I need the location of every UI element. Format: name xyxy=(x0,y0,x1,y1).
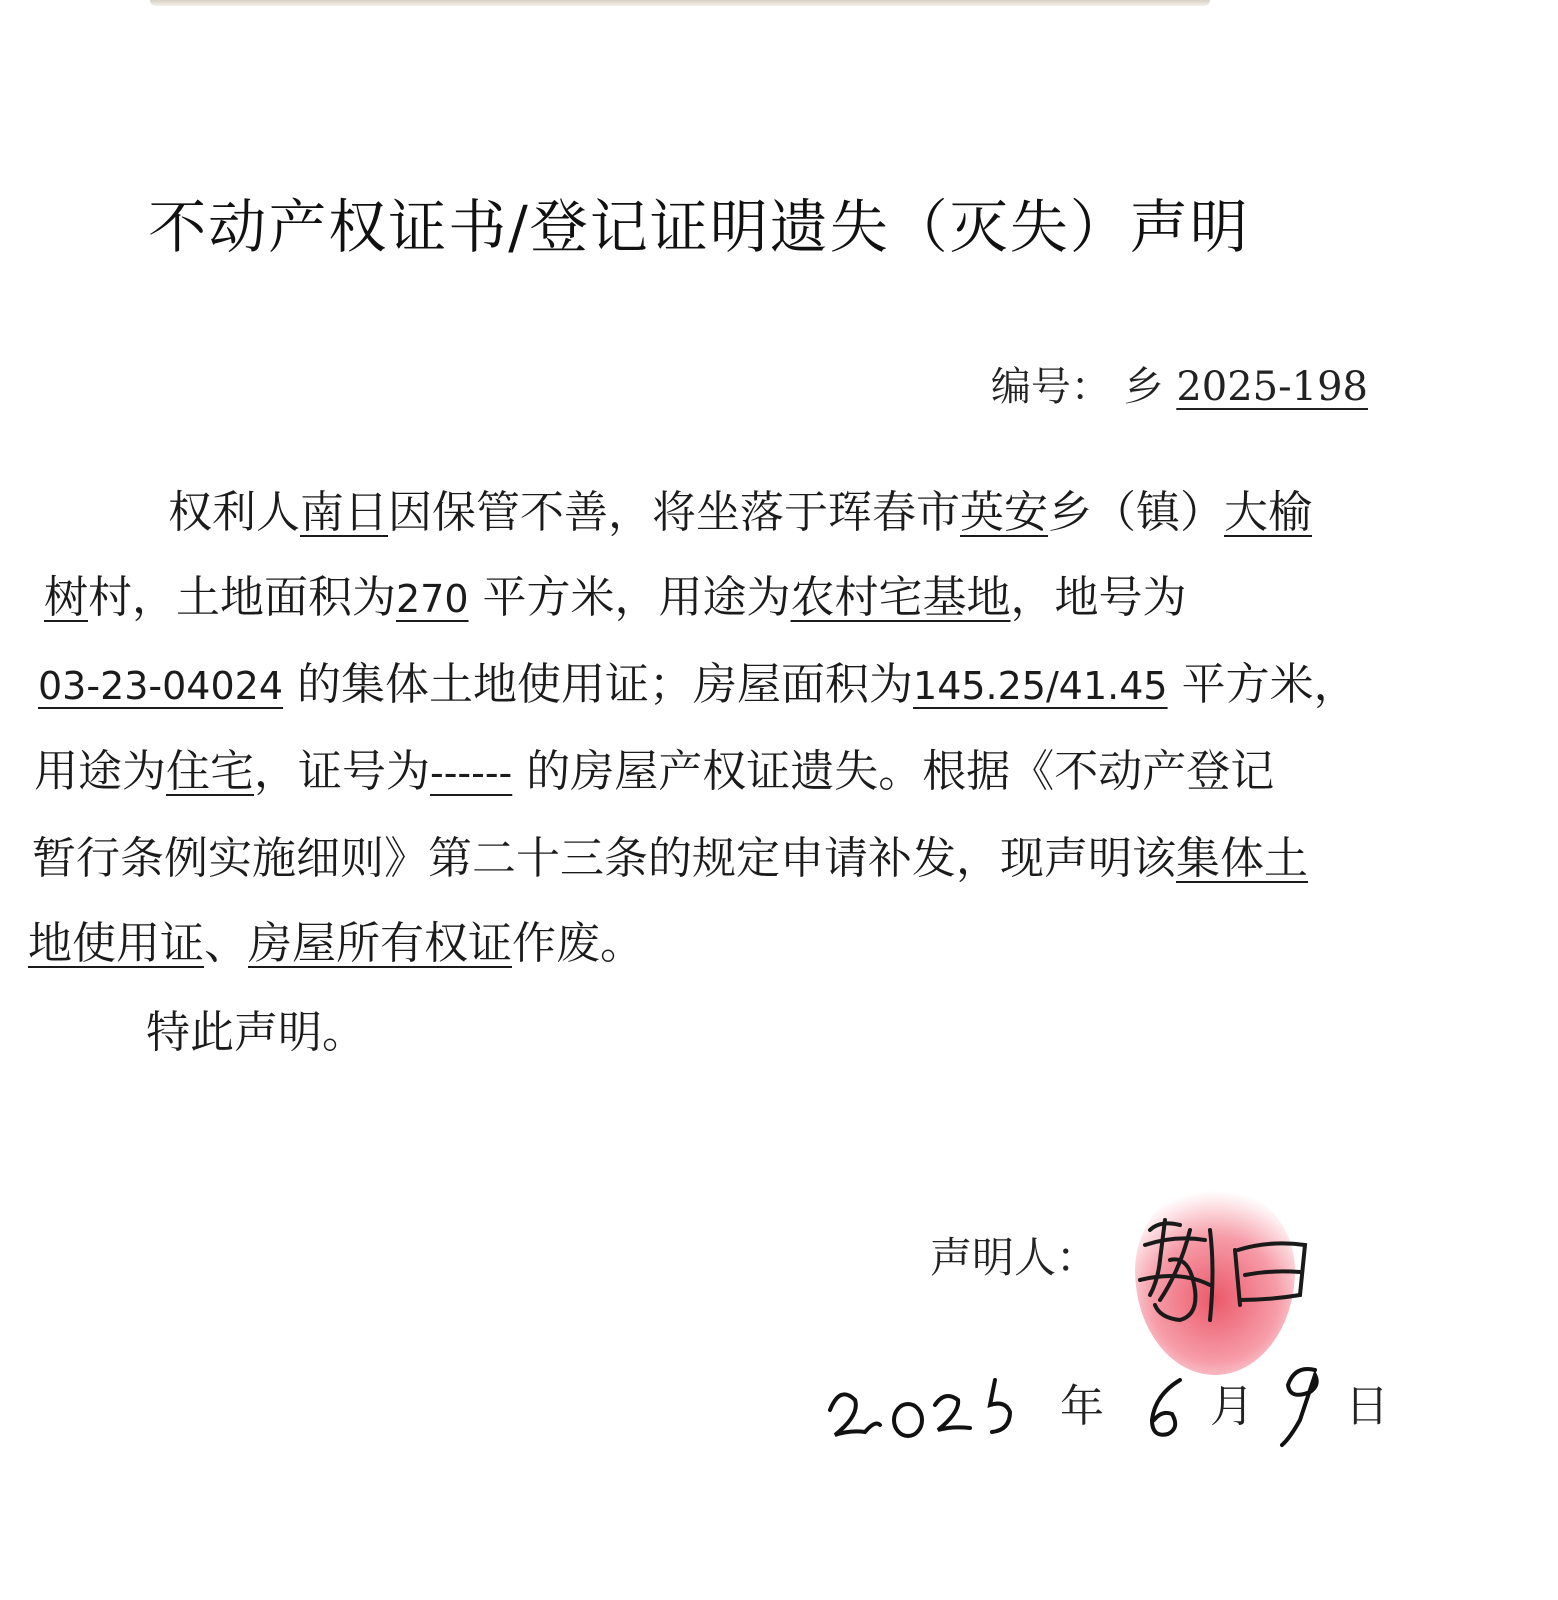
voided-cert-part1: 集体土 xyxy=(1176,833,1308,884)
text-segment: 的房屋产权证遗失。根据《不动产登记 xyxy=(526,746,1275,797)
township-name: 英安 xyxy=(960,487,1048,538)
land-area: 270 xyxy=(396,577,469,621)
body-line-3 xyxy=(28,642,1388,729)
text-segment: 暂行条例实施细则》第二十三条的规定申请补发，现声明该 xyxy=(32,833,1176,884)
voided-cert-house: 房屋所有权证 xyxy=(248,918,512,969)
text-segment: ，地号为 xyxy=(1010,572,1187,623)
village-name-part1: 大榆 xyxy=(1224,487,1312,538)
text-segment: 权利人 xyxy=(168,487,300,538)
text-segment: 作废。 xyxy=(512,918,644,969)
text-segment: 、 xyxy=(204,918,248,969)
year-label: 年 xyxy=(1060,1381,1104,1432)
declarant-label: 声明人： xyxy=(930,1233,1099,1282)
text-segment: 村，土地面积为 xyxy=(88,572,396,623)
serial-label: 编号： xyxy=(990,364,1111,410)
text-segment: 的集体土地使用证；房屋面积为 xyxy=(297,659,914,710)
serial-prefix: 乡 xyxy=(1123,364,1164,410)
house-use: 住宅 xyxy=(166,746,254,797)
handwritten-year xyxy=(820,1350,1030,1450)
village-name-part2: 树 xyxy=(44,572,88,623)
serial-number: 2025-198 xyxy=(1176,364,1368,410)
handwritten-signature xyxy=(1120,1200,1320,1340)
house-area: 145.25/41.45 xyxy=(913,664,1168,708)
text-segment: ，证号为 xyxy=(254,746,430,797)
document-title: 不动产权证书/登记证明遗失（灭失）声明 xyxy=(148,193,1250,261)
land-use: 农村宅基地 xyxy=(790,572,1011,623)
body-line-6 xyxy=(28,901,1388,986)
signature-date xyxy=(820,1350,1420,1450)
text-segment: 平方米，用途为 xyxy=(482,572,791,623)
text-segment: 因保管不善，将坐落于珲春市 xyxy=(388,487,960,538)
serial-number-row xyxy=(991,355,1368,412)
handwritten-month xyxy=(1140,1350,1200,1450)
paper-top-edge xyxy=(150,0,1210,6)
body-line-5 xyxy=(28,816,1388,901)
text-segment: 平方米， xyxy=(1181,659,1358,710)
lot-number: 03-23-04024 xyxy=(38,664,284,708)
month-label: 月 xyxy=(1210,1381,1254,1432)
holder-name: 南日 xyxy=(300,487,388,538)
voided-cert-part2: 地使用证 xyxy=(28,918,204,969)
declaration-body xyxy=(28,470,1388,1075)
handwritten-day xyxy=(1260,1350,1340,1450)
certificate-number: ------ xyxy=(430,751,513,795)
closing-statement: 特此声明。 xyxy=(146,1007,366,1058)
text-segment: 用途为 xyxy=(34,746,166,797)
body-line-4 xyxy=(28,729,1388,816)
day-label: 日 xyxy=(1345,1381,1389,1432)
text-segment: 乡（镇） xyxy=(1048,487,1224,538)
body-line-1 xyxy=(28,470,1388,555)
body-line-2 xyxy=(28,555,1388,642)
